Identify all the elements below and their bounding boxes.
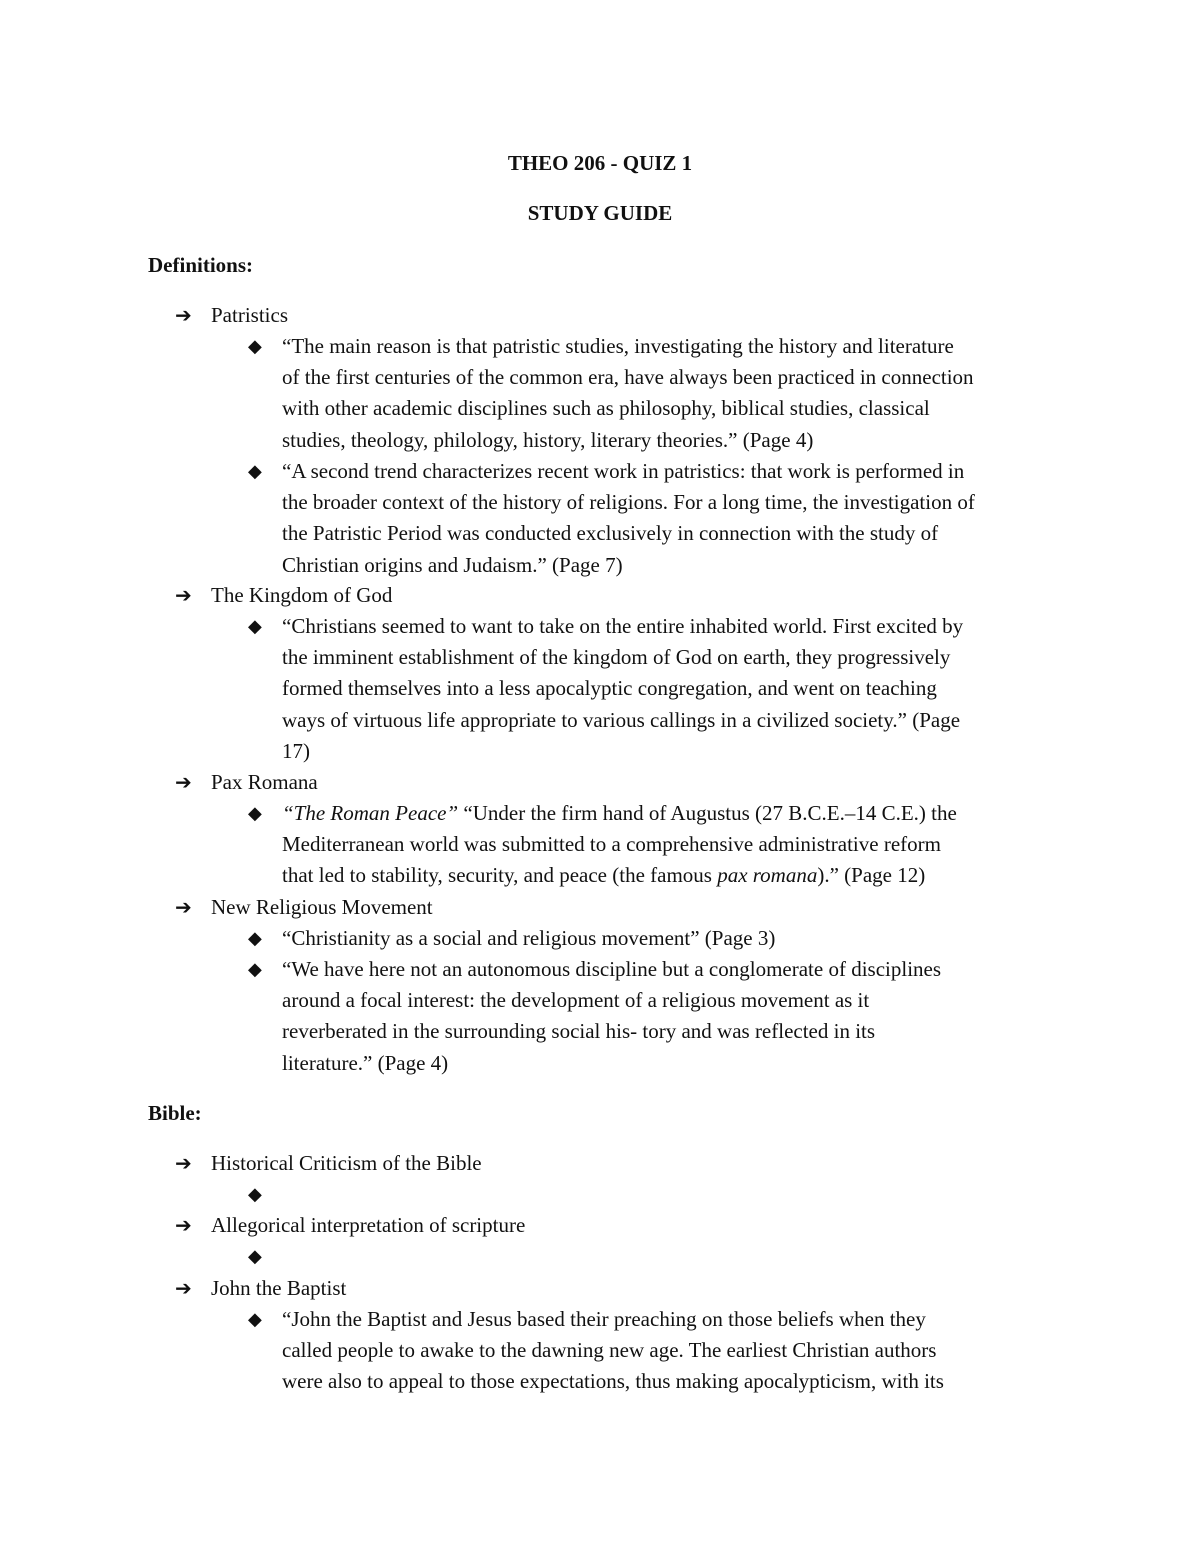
quote-line: 17) bbox=[282, 738, 310, 763]
arrow-bullet-icon: ➔ bbox=[175, 1276, 192, 1300]
quote-line: literature.” (Page 4) bbox=[282, 1050, 449, 1075]
quote-line: were also to appeal to those expectations, thus making apocalypticism, with its bbox=[282, 1369, 944, 1394]
quote-line: Christian origins and Judaism.” (Page 7) bbox=[282, 552, 623, 577]
quote-line: reverberated in the surrounding social his- tory and was reflected in its bbox=[282, 1019, 876, 1044]
quote-line bbox=[282, 860, 1072, 891]
term-kingdom-of-god bbox=[175, 580, 1075, 611]
italic-phrase: “The Roman Peace” bbox=[282, 801, 459, 825]
term-label: New Religious Movement bbox=[211, 895, 433, 919]
quote-text bbox=[282, 1304, 1072, 1398]
quote-text bbox=[282, 611, 1072, 767]
quote-kingdom-1 bbox=[248, 611, 1068, 767]
arrow-bullet-icon: ➔ bbox=[175, 1213, 192, 1237]
document-title: THEO 206 - QUIZ 1 bbox=[507, 151, 693, 175]
quote-text bbox=[282, 923, 1072, 954]
quote-line: “Christians seemed to want to take on the entire inhabited world. First excited by bbox=[282, 614, 964, 638]
quote-line: Mediterranean world was submitted to a comprehensive administrative reform bbox=[282, 832, 941, 857]
diamond-bullet-icon: ◆ bbox=[248, 461, 262, 482]
document-subtitle: STUDY GUIDE bbox=[527, 201, 673, 225]
quote-line: around a focal interest: the development of a religious movement as it bbox=[282, 988, 870, 1013]
arrow-bullet-icon: ➔ bbox=[175, 895, 192, 919]
term-allegorical-interpretation bbox=[175, 1210, 1075, 1241]
arrow-bullet-icon: ➔ bbox=[175, 770, 192, 794]
term-label: Historical Criticism of the Bible bbox=[211, 1151, 482, 1175]
term-label: Allegorical interpretation of scripture bbox=[211, 1213, 526, 1237]
arrow-bullet-icon: ➔ bbox=[175, 583, 192, 607]
quote-fragment: that led to stability, security, and peace (the famous bbox=[282, 863, 718, 888]
quote-line: studies, theology, philology, history, literary theories.” (Page 4) bbox=[282, 427, 814, 452]
term-label: Patristics bbox=[211, 303, 288, 327]
quote-text bbox=[282, 798, 1072, 892]
diamond-bullet-icon: ◆ bbox=[248, 959, 262, 980]
quote-nrm-1 bbox=[248, 923, 1068, 954]
bible-heading: Bible: bbox=[148, 1101, 202, 1125]
term-new-religious-movement bbox=[175, 892, 1075, 923]
quote-pax-1 bbox=[248, 798, 1068, 892]
quote-line bbox=[282, 798, 1072, 829]
diamond-bullet-icon: ◆ bbox=[248, 1309, 262, 1330]
quote-line: called people to awake to the dawning new age. The earliest Christian authors bbox=[282, 1338, 937, 1363]
term-patristics bbox=[175, 300, 1075, 331]
term-historical-criticism bbox=[175, 1148, 1075, 1179]
diamond-bullet-icon: ◆ bbox=[248, 928, 262, 949]
quote-line: “A second trend characterizes recent work in patristics: that work is performed in bbox=[282, 459, 965, 483]
term-pax-romana bbox=[175, 767, 1075, 798]
quote-line: with other academic disciplines such as philosophy, biblical studies, classical bbox=[282, 396, 930, 421]
quote-text bbox=[282, 954, 1072, 1079]
quote-fragment: “Under the firm hand of Augustus (27 B.C.E.–14 C.E.) the bbox=[458, 801, 957, 825]
quote-line: of the first centuries of the common era, have always been practiced in connection bbox=[282, 365, 974, 390]
arrow-bullet-icon: ➔ bbox=[175, 303, 192, 327]
quote-text bbox=[282, 331, 1072, 456]
quote-line: “John the Baptist and Jesus based their preaching on those beliefs when they bbox=[282, 1307, 926, 1331]
quote-line: “Christianity as a social and religious movement” (Page 3) bbox=[282, 926, 776, 950]
italic-phrase: pax romana bbox=[717, 863, 818, 888]
quote-patristics-1 bbox=[248, 331, 1068, 456]
diamond-bullet-icon: ◆ bbox=[248, 616, 262, 637]
quote-line: “The main reason is that patristic studies, investigating the history and literature bbox=[282, 334, 954, 358]
quote-line: ways of virtuous life appropriate to various callings in a civilized society.” (Page bbox=[282, 707, 961, 732]
quote-line: the Patristic Period was conducted exclusively in connection with the study of bbox=[282, 521, 939, 546]
quote-line: the imminent establishment of the kingdom of God on earth, they progressively bbox=[282, 645, 951, 670]
quote-line: the broader context of the history of religions. For a long time, the investigation of bbox=[282, 490, 975, 515]
quote-line: “We have here not an autonomous discipline but a conglomerate of disciplines bbox=[282, 957, 942, 981]
quote-fragment: ).” (Page 12) bbox=[817, 863, 926, 888]
diamond-bullet-icon: ◆ bbox=[248, 1246, 262, 1267]
diamond-bullet-icon: ◆ bbox=[248, 336, 262, 357]
quote-john-1 bbox=[248, 1304, 1068, 1398]
quote-patristics-2 bbox=[248, 456, 1068, 581]
term-label: Pax Romana bbox=[211, 770, 318, 794]
quote-nrm-2 bbox=[248, 954, 1068, 1079]
quote-line: formed themselves into a less apocalyptic congregation, and went on teaching bbox=[282, 676, 937, 701]
quote-text bbox=[282, 456, 1072, 581]
diamond-bullet-icon: ◆ bbox=[248, 1184, 262, 1205]
arrow-bullet-icon: ➔ bbox=[175, 1151, 192, 1175]
definitions-heading: Definitions: bbox=[148, 253, 253, 277]
term-john-the-baptist bbox=[175, 1273, 1075, 1304]
term-label: John the Baptist bbox=[211, 1276, 347, 1300]
term-label: The Kingdom of God bbox=[211, 583, 393, 607]
diamond-bullet-icon: ◆ bbox=[248, 803, 262, 824]
